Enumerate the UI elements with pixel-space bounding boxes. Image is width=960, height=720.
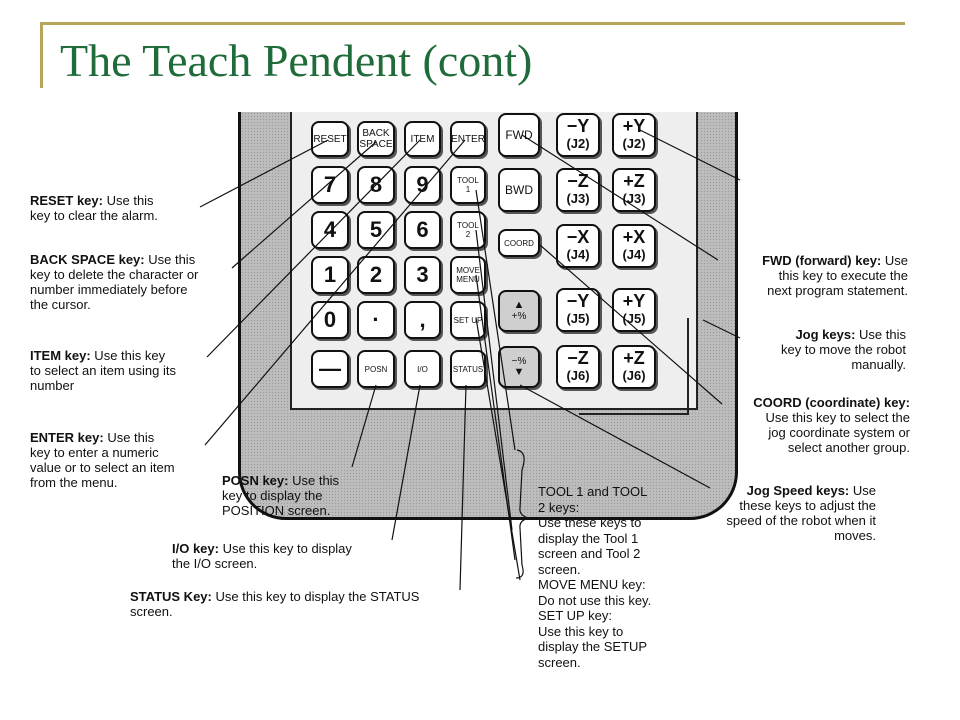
key-6[interactable]: 6 — [404, 211, 441, 249]
item-key-annotation: ITEM key: Use this key to select an item using its number — [30, 348, 176, 393]
key-comma[interactable]: , — [404, 301, 441, 339]
posn-key[interactable]: POSN — [357, 350, 395, 388]
callout-line-posn — [352, 385, 376, 467]
reset-key-annotation: RESET key: Use this key to clear the alarm. — [30, 193, 158, 223]
key-8[interactable]: 8 — [357, 166, 395, 204]
tool-2-key[interactable]: TOOL 2 — [450, 211, 486, 249]
key-4[interactable]: 4 — [311, 211, 349, 249]
jog-key-plus-z-j3[interactable]: +Z (J3) — [612, 168, 656, 212]
status-key-annotation: STATUS Key: Use this key to display the STATUS screen. — [130, 589, 420, 619]
callout-line-reset — [200, 140, 328, 207]
key-3[interactable]: 3 — [404, 256, 441, 294]
triangle-up-icon: ▲ — [513, 299, 525, 311]
jog-keys-annotation: Jog keys: Use this key to move the robot manually. — [780, 327, 906, 372]
move-menu-key[interactable]: MOVE MENU — [450, 256, 486, 294]
tool-1-key[interactable]: TOOL 1 — [450, 166, 486, 204]
callout-line-coord — [540, 245, 722, 404]
bwd-key[interactable]: BWD — [498, 168, 540, 212]
slide-title: The Teach Pendent (cont) — [60, 35, 533, 86]
enter-key[interactable]: ENTER — [450, 121, 486, 157]
callout-line-jog-top — [640, 130, 740, 180]
triangle-down-icon: ▼ — [513, 366, 525, 378]
callout-line-enter — [205, 140, 465, 445]
callout-line-status — [460, 385, 466, 590]
callout-line-setup — [476, 318, 520, 580]
key-0[interactable]: 0 — [311, 301, 349, 339]
jog-key-plus-z-j6[interactable]: +Z (J6) — [612, 345, 656, 389]
io-key-annotation: I/O key: Use this key to display the I/O screen. — [172, 541, 352, 571]
jog-key-plus-y-j5[interactable]: +Y (J5) — [612, 288, 656, 332]
key-7[interactable]: 7 — [311, 166, 349, 204]
fwd-key[interactable]: FWD — [498, 113, 540, 157]
key-9[interactable]: 9 — [404, 166, 441, 204]
key-1[interactable]: 1 — [311, 256, 349, 294]
minus-key[interactable]: — — [311, 350, 349, 388]
status-key[interactable]: STATUS — [450, 350, 486, 388]
jog-key-minus-z-j6[interactable]: −Z (J6) — [556, 345, 600, 389]
enter-key-annotation: ENTER key: Use this key to enter a numeric value or to select an item from the menu. — [30, 430, 175, 490]
jog-speed-keys-annotation: Jog Speed keys: Use these keys to adjust the speed of the robot when it moves. — [726, 483, 876, 543]
callout-line-jog-speed — [520, 385, 710, 488]
callout-line-item — [207, 140, 420, 357]
callout-line-tool2 — [476, 230, 512, 530]
jog-key-minus-y-j2[interactable]: −Y (J2) — [556, 113, 600, 157]
coord-key-annotation: COORD (coordinate) key: Use this key to select the jog coordinate system or select another group. — [753, 395, 910, 455]
tool-block-brace — [516, 450, 528, 578]
callout-line-io — [392, 385, 420, 540]
posn-key-annotation: POSN key: Use this key to display the POSITION screen. — [222, 473, 340, 518]
callout-line-backspace — [232, 142, 376, 268]
jog-key-minus-x-j4[interactable]: −X (J4) — [556, 224, 600, 268]
key-2[interactable]: 2 — [357, 256, 395, 294]
set-up-key[interactable]: SET UP — [450, 301, 486, 339]
coord-key[interactable]: COORD — [498, 229, 540, 257]
tool-move-setup-annotation: TOOL 1 and TOOL 2 keys: Use these keys to display the Tool 1 screen and Tool 2 screen. MOVE MENU key: Do not use this key. SET UP key: Use this key to display the SETUP screen. — [538, 484, 652, 670]
jog-key-plus-x-j4[interactable]: +X (J4) — [612, 224, 656, 268]
reset-key[interactable]: RESET — [311, 121, 349, 157]
jog-key-minus-z-j3[interactable]: −Z (J3) — [556, 168, 600, 212]
io-key[interactable]: I/O — [404, 350, 441, 388]
jog-key-minus-y-j5[interactable]: −Y (J5) — [556, 288, 600, 332]
fwd-key-annotation: FWD (forward) key: Use this key to execute the next program statement. — [762, 253, 908, 298]
key-5[interactable]: 5 — [357, 211, 395, 249]
back-space-key[interactable]: BACK SPACE — [357, 121, 395, 157]
key-dot[interactable]: · — [357, 301, 395, 339]
item-key[interactable]: ITEM — [404, 121, 441, 157]
jog-speed-up-key[interactable]: ▲ +% — [498, 290, 540, 332]
jog-speed-down-key[interactable]: −% ▼ — [498, 346, 540, 388]
jog-key-plus-y-j2[interactable]: +Y (J2) — [612, 113, 656, 157]
back-space-key-annotation: BACK SPACE key: Use this key to delete the character or number immediately before the cursor. — [30, 252, 199, 312]
